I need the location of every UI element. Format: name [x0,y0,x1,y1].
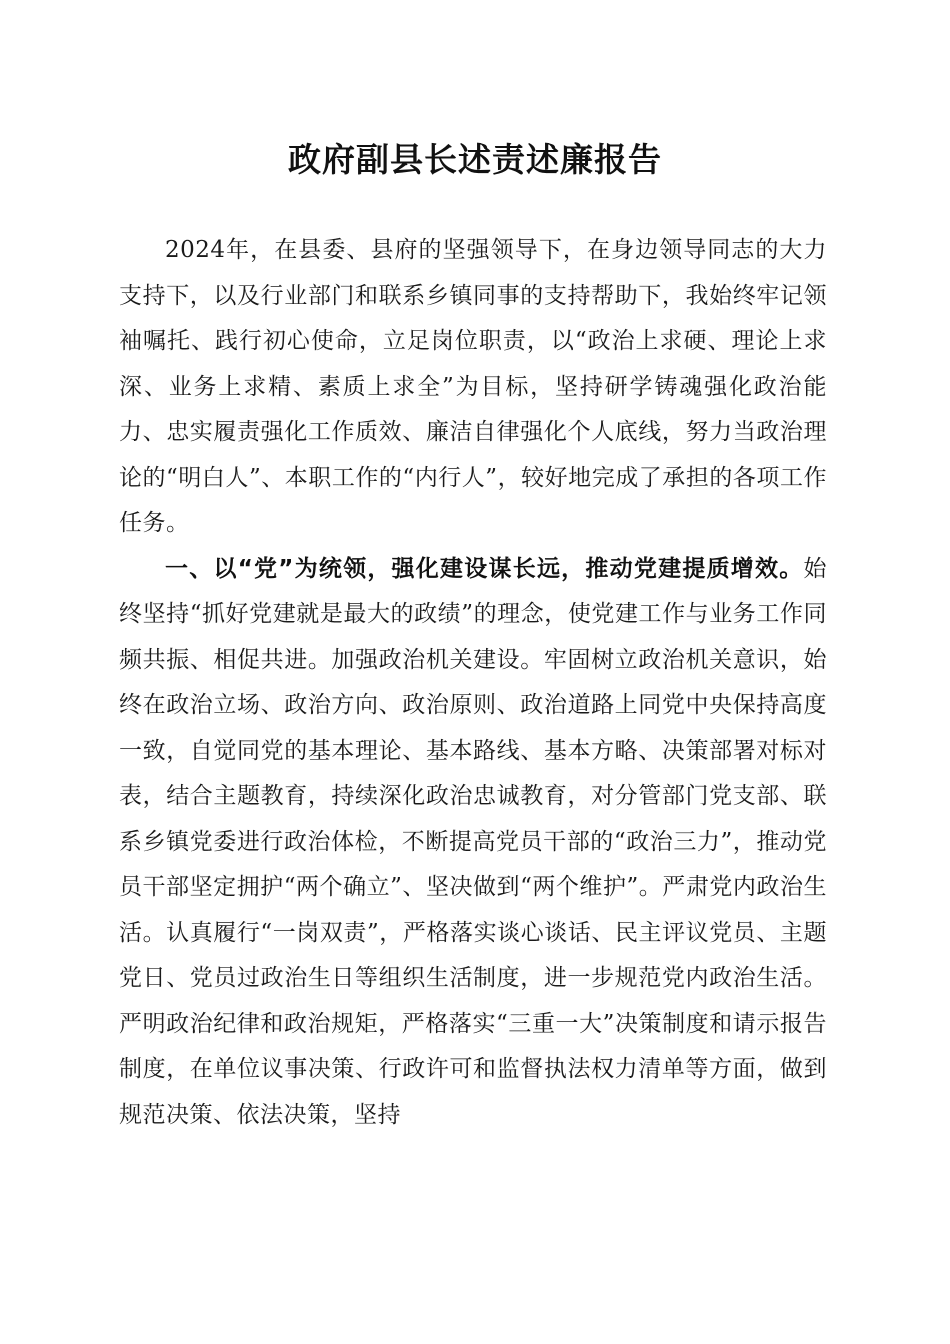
intro-paragraph: 2024年，在县委、县府的坚强领导下，在身边领导同志的大力支持下，以及行业部门和联系乡镇同事的支持帮助下，我始终牢记领袖嘱托、践行初心使命，立足岗位职责，以“政治上求硬、理论上求深、业务上求精、素质上求全”为目标，坚持研学铸魂强化政治能力、忠实履责强化工作质效、廉洁自律强化个人底线，努力当政治理论的“明白人”、本职工作的“内行人”，较好地完成了承担的各项工作任务。 [119,237,827,536]
document-title: 政府副县长述责述廉报告 [288,140,662,179]
document-body [119,228,827,1138]
section-1-heading: 一、以“党”为统领，强化建设谋长远，推动党建提质增效。 [165,555,804,582]
section-1-paragraph [119,547,827,1139]
section-1-text: 始终坚持“抓好党建就是最大的政绩”的理念，使党建工作与业务工作同频共振、相促共进。加强政治机关建设。牢固树立政治机关意识，始终在政治立场、政治方向、政治原则、政治道路上同党中央保持高度一致，自觉同党的基本理论、基本路线、基本方略、决策部署对标对表，结合主题教育，持续深化政治忠诚教育，对分管部门党支部、联系乡镇党委进行政治体检，不断提高党员干部的“政治三力”，推动党员干部坚定拥护“两个确立”、坚决做到“两个维护”。严肃党内政治生活。认真履行“一岗双责”，严格落实谈心谈话、民主评议党员、主题党日、党员过政治生日等组织生活制度，进一步规范党内政治生活。严明政治纪律和政治规矩，严格落实“三重一大”决策制度和请示报告制度，在单位议事决策、行政许可和监督执法权力清单等方面，做到规范决策、依法决策，坚持 [119,555,827,1128]
